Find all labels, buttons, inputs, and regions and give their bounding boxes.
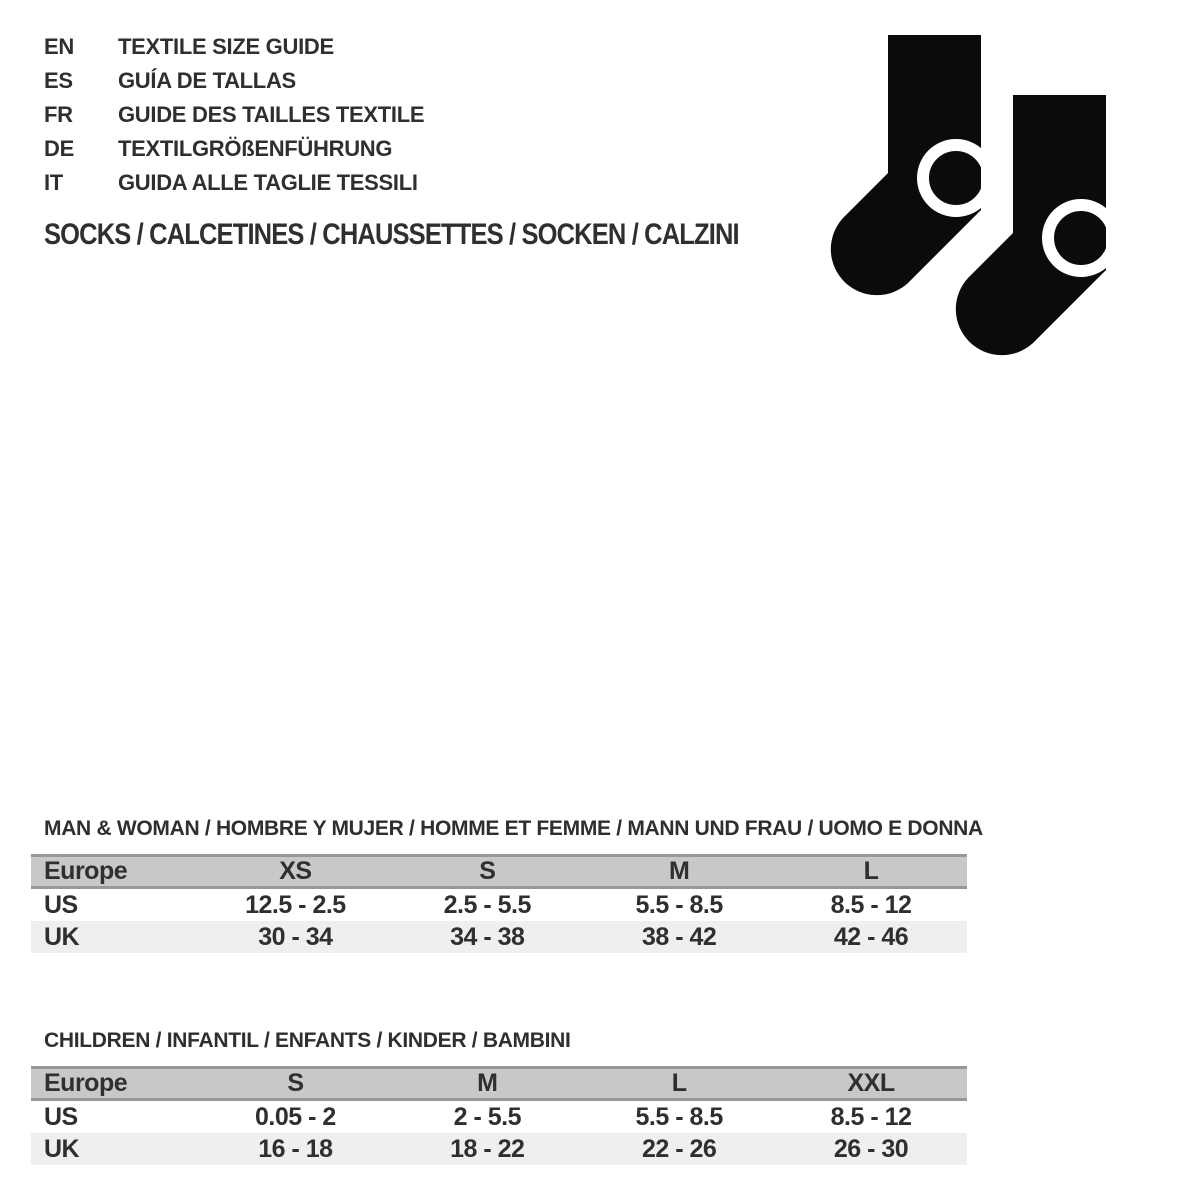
column-header-europe: Europe: [31, 856, 199, 888]
language-label: TEXTILE SIZE GUIDE: [118, 34, 334, 59]
size-cell: 26 - 30: [833, 1134, 909, 1163]
category-title: SOCKS / CALCETINES / CHAUSSETTES / SOCKEN / CALZINI: [44, 218, 739, 251]
table-header-row: [31, 856, 967, 888]
socks-icon: [813, 25, 1113, 370]
table-title-man-woman: MAN & WOMAN / HOMBRE Y MUJER / HOMME ET FEMME / MANN UND FRAU / UOMO E DONNA: [44, 817, 983, 840]
row-label-us: US: [44, 890, 78, 919]
language-label: GUIDE DES TAILLES TEXTILE: [118, 102, 425, 127]
language-row-en: [44, 30, 424, 64]
row-label-uk: UK: [44, 922, 80, 951]
language-code: ES: [44, 68, 73, 93]
language-row-it: [44, 166, 424, 200]
language-row-de: [44, 132, 424, 166]
size-table-man-woman: [31, 854, 967, 953]
size-cell: 34 - 38: [450, 922, 525, 951]
size-cell: 0.05 - 2: [255, 1102, 336, 1131]
column-header-s: S: [199, 1068, 391, 1100]
language-list: [44, 30, 424, 200]
language-code: DE: [44, 136, 74, 161]
column-header-l: L: [583, 1068, 775, 1100]
column-header-xs: XS: [199, 856, 391, 888]
size-cell: 2 - 5.5: [453, 1102, 521, 1131]
table-title-children: CHILDREN / INFANTIL / ENFANTS / KINDER / BAMBINI: [44, 1029, 571, 1052]
size-cell: 38 - 42: [641, 922, 717, 951]
size-cell: 8.5 - 12: [830, 890, 912, 919]
size-cell: 16 - 18: [258, 1134, 333, 1163]
column-header-m: M: [583, 856, 775, 888]
table-row-us: [31, 1100, 967, 1134]
table-row-us: [31, 888, 967, 922]
column-header-europe: Europe: [31, 1068, 199, 1100]
size-cell: 8.5 - 12: [830, 1102, 912, 1131]
table-section-children: [31, 1029, 967, 1165]
column-header-m: M: [391, 1068, 583, 1100]
row-label-uk: UK: [44, 1134, 80, 1163]
language-label: GUIDA ALLE TAGLIE TESSILI: [118, 170, 418, 195]
language-row-fr: [44, 98, 424, 132]
size-cell: 18 - 22: [450, 1134, 525, 1163]
size-cell: 22 - 26: [641, 1134, 717, 1163]
row-label-us: US: [44, 1102, 78, 1131]
size-cell: 42 - 46: [833, 922, 909, 951]
column-header-s: S: [391, 856, 583, 888]
size-cell: 2.5 - 5.5: [443, 890, 531, 919]
language-label: TEXTILGRÖßENFÜHRUNG: [118, 136, 393, 161]
table-row-uk: [31, 921, 967, 953]
language-code: IT: [44, 170, 63, 195]
size-cell: 5.5 - 8.5: [635, 890, 723, 919]
language-code: EN: [44, 34, 74, 59]
size-cell: 12.5 - 2.5: [245, 890, 346, 919]
language-label: GUÍA DE TALLAS: [118, 68, 296, 93]
column-header-xxl: XXL: [775, 1068, 967, 1100]
table-row-uk: [31, 1133, 967, 1165]
table-header-row: [31, 1068, 967, 1100]
language-row-es: [44, 64, 424, 98]
table-section-man-woman: [31, 817, 983, 953]
size-cell: 30 - 34: [258, 922, 333, 951]
language-code: FR: [44, 102, 73, 127]
sock-back: [831, 35, 989, 295]
size-table-children: [31, 1066, 967, 1165]
column-header-l: L: [775, 856, 967, 888]
size-cell: 5.5 - 8.5: [635, 1102, 723, 1131]
